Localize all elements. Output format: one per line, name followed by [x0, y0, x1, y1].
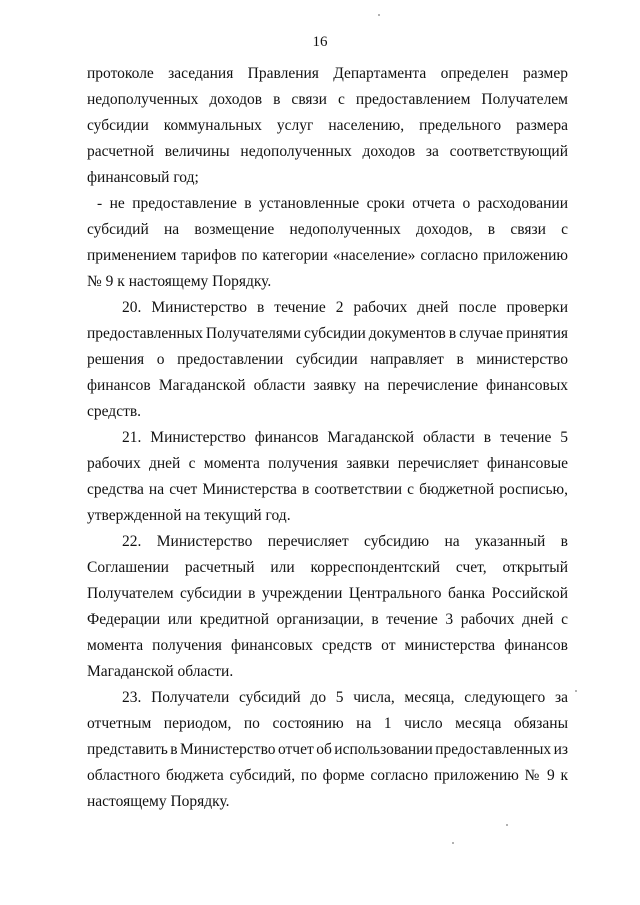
- text-line: Получателем субсидии в учреждении Центрального банка Российской: [87, 585, 568, 602]
- text-line: 22. Министерство перечисляет субсидию на указанный в: [122, 533, 568, 550]
- scan-speck: [378, 14, 380, 16]
- text-line: момента получения финансовых средств от министерства финансов: [87, 637, 568, 654]
- text-line: Федерации или кредитной организации, в течение 3 рабочих дней с: [87, 611, 568, 628]
- text-line: недополученных доходов в связи с предоставлением Получателем: [87, 91, 568, 108]
- text-line: рабочих дней с момента получения заявки перечисляет финансовые: [87, 455, 568, 472]
- text-line: 23. Получатели субсидий до 5 числа, месяца, следующего за: [122, 689, 568, 706]
- scan-speck: [452, 842, 454, 844]
- text-line: представить в Министерство отчет об использовании предоставленных из: [87, 741, 568, 758]
- paragraph-item-22: [87, 529, 568, 685]
- scan-speck: [506, 824, 508, 826]
- scan-speck: [575, 690, 577, 692]
- text-line: Магаданской области.: [87, 663, 234, 680]
- text-line: субсидии коммунальных услуг населению, предельного размера: [87, 117, 568, 134]
- document-body: [87, 61, 568, 815]
- text-line: финансовый год;: [87, 169, 199, 186]
- text-line: 20. Министерство в течение 2 рабочих дней после проверки: [122, 299, 568, 316]
- paragraph-item-23: [87, 685, 568, 815]
- text-line: настоящему Порядку.: [87, 793, 230, 810]
- text-line: средств.: [87, 403, 142, 420]
- text-line: - не предоставление в установленные сроки отчета о расходовании: [97, 195, 568, 212]
- paragraph-dash-item: [87, 191, 568, 295]
- text-line: отчетным периодом, по состоянию на 1 число месяца обязаны: [87, 715, 568, 732]
- text-line: областного бюджета субсидий, по форме согласно приложению № 9 к: [87, 767, 568, 784]
- text-line: протоколе заседания Правления Департамента определен размер: [87, 65, 568, 82]
- text-line: расчетной величины недополученных доходов за соответствующий: [87, 143, 568, 160]
- text-line: средства на счет Министерства в соответствии с бюджетной росписью,: [87, 481, 568, 498]
- paragraph-item-21: [87, 425, 568, 529]
- page-number: 16: [312, 34, 328, 50]
- paragraph-continuation: [87, 61, 568, 191]
- text-line: применением тарифов по категории «население» согласно приложению: [87, 247, 568, 264]
- text-line: предоставленных Получателями субсидии документов в случае принятия: [87, 325, 568, 342]
- text-line: субсидий на возмещение недополученных доходов, в связи с: [87, 221, 568, 238]
- paragraph-item-20: [87, 295, 568, 425]
- text-line: утвержденной на текущий год.: [87, 507, 291, 524]
- text-line: Соглашении расчетный или корреспондентский счет, открытый: [87, 559, 568, 576]
- text-line: финансов Магаданской области заявку на перечисление финансовых: [87, 377, 568, 394]
- text-line: 21. Министерство финансов Магаданской области в течение 5: [122, 429, 568, 446]
- text-line: решения о предоставлении субсидии направляет в министерство: [87, 351, 568, 368]
- text-line: № 9 к настоящему Порядку.: [87, 273, 272, 290]
